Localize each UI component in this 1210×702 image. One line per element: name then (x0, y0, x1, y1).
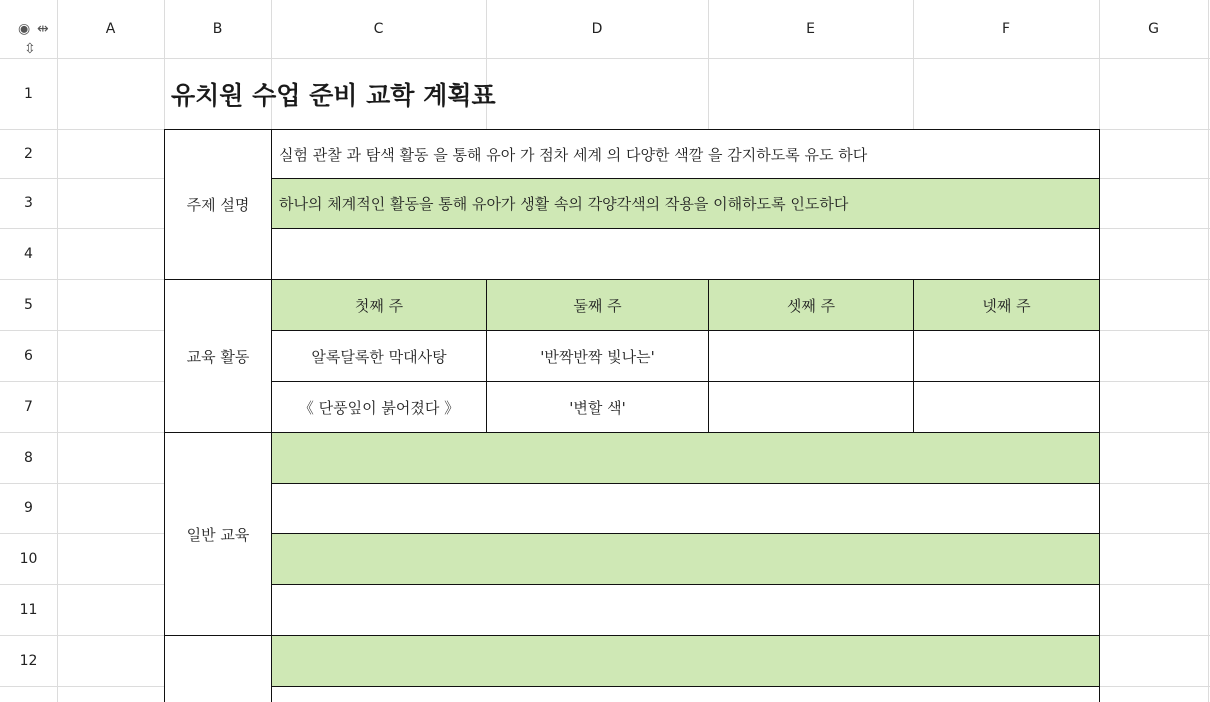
column-header-b[interactable]: B (212, 21, 223, 37)
column-header-c[interactable]: C (373, 21, 384, 37)
week-header-4[interactable]: 넷째 주 (914, 280, 1099, 330)
general-row-12[interactable] (272, 636, 1099, 686)
week-header-2[interactable]: 둘째 주 (487, 280, 708, 330)
activity-cell[interactable]: '반짝반짝 빛나는' (487, 331, 708, 381)
activity-cell[interactable] (709, 382, 913, 432)
row-header-7[interactable]: 7 (24, 398, 33, 415)
general-row-10[interactable] (272, 534, 1099, 584)
general-row-11[interactable] (272, 585, 1099, 635)
table-border-top (164, 129, 1100, 130)
topic-line-2[interactable]: 하나의 체계적인 활동을 통해 유아가 생활 속의 각양각색의 작용을 이해하도록 인도하다 (272, 179, 1099, 228)
sheet-title[interactable]: 유치원 수업 준비 교학 계획표 (171, 80, 496, 110)
table-border-section (164, 432, 1100, 433)
column-header-e[interactable]: E (806, 21, 815, 37)
section-label-next[interactable] (165, 636, 271, 702)
table-border-week-col (708, 279, 709, 432)
topic-line-1[interactable]: 실험 관찰 과 탐색 활동 을 통해 유아 가 점차 세계 의 다양한 색깔 을 감지하도록 유도 하다 (272, 130, 1099, 178)
general-row-8[interactable] (272, 433, 1099, 483)
section-label-general[interactable]: 일반 교육 (165, 433, 271, 635)
column-header-a[interactable]: A (105, 21, 116, 37)
table-border-inner (271, 483, 1100, 484)
eye-icon[interactable]: ◉ (18, 21, 31, 37)
table-border-inner (271, 381, 1100, 382)
table-border-section (164, 279, 1100, 280)
column-header-g[interactable]: G (1148, 21, 1159, 37)
select-all-corner[interactable] (0, 0, 57, 58)
table-border-week-col (486, 279, 487, 432)
column-header-d[interactable]: D (591, 21, 603, 37)
row-header-12[interactable]: 12 (19, 652, 38, 669)
row-header-1[interactable]: 1 (24, 85, 33, 102)
row-header-4[interactable]: 4 (24, 245, 33, 262)
row-header-11[interactable]: 11 (19, 601, 38, 618)
table-border-section (164, 635, 1100, 636)
activity-cell[interactable]: 알록달록한 막대사탕 (272, 331, 486, 381)
row-header-3[interactable]: 3 (24, 195, 33, 211)
row-header-10[interactable]: 10 (19, 550, 38, 567)
table-border-inner (271, 330, 1100, 331)
row-header-5[interactable]: 5 (24, 296, 33, 313)
section-label-topic[interactable]: 주제 설명 (165, 130, 271, 279)
activity-cell[interactable] (914, 331, 1099, 381)
topic-line-3[interactable] (272, 229, 1099, 279)
row-header-8[interactable]: 8 (24, 449, 33, 466)
table-border-left (164, 129, 165, 702)
week-header-1[interactable]: 첫째 주 (272, 280, 486, 330)
week-header-3[interactable]: 셋째 주 (709, 280, 913, 330)
table-border-week-col (913, 279, 914, 432)
table-border-right (1099, 129, 1100, 702)
table-border-inner (271, 228, 1100, 229)
table-border-inner (271, 533, 1100, 534)
general-row-13[interactable] (272, 687, 1099, 702)
activity-cell[interactable] (709, 331, 913, 381)
section-label-activities[interactable]: 교육 활동 (165, 280, 271, 432)
table-border-inner (271, 178, 1100, 179)
general-row-9[interactable] (272, 484, 1099, 533)
collapse-rows-icon[interactable]: ⇳ (24, 41, 36, 57)
column-header-f[interactable]: F (1001, 21, 1011, 37)
activity-cell[interactable] (914, 382, 1099, 432)
collapse-columns-icon[interactable]: ⇹ (37, 21, 49, 37)
row-header-9[interactable]: 9 (24, 500, 33, 516)
table-border-label-col (271, 129, 272, 702)
row-header-6[interactable]: 6 (24, 347, 33, 364)
activity-cell[interactable]: 《 단풍잎이 붉어졌다 》 (272, 382, 486, 432)
table-border-inner (271, 686, 1100, 687)
table-border-inner (271, 584, 1100, 585)
activity-cell[interactable]: '변할 색' (487, 382, 708, 432)
row-header-2[interactable]: 2 (24, 145, 33, 162)
